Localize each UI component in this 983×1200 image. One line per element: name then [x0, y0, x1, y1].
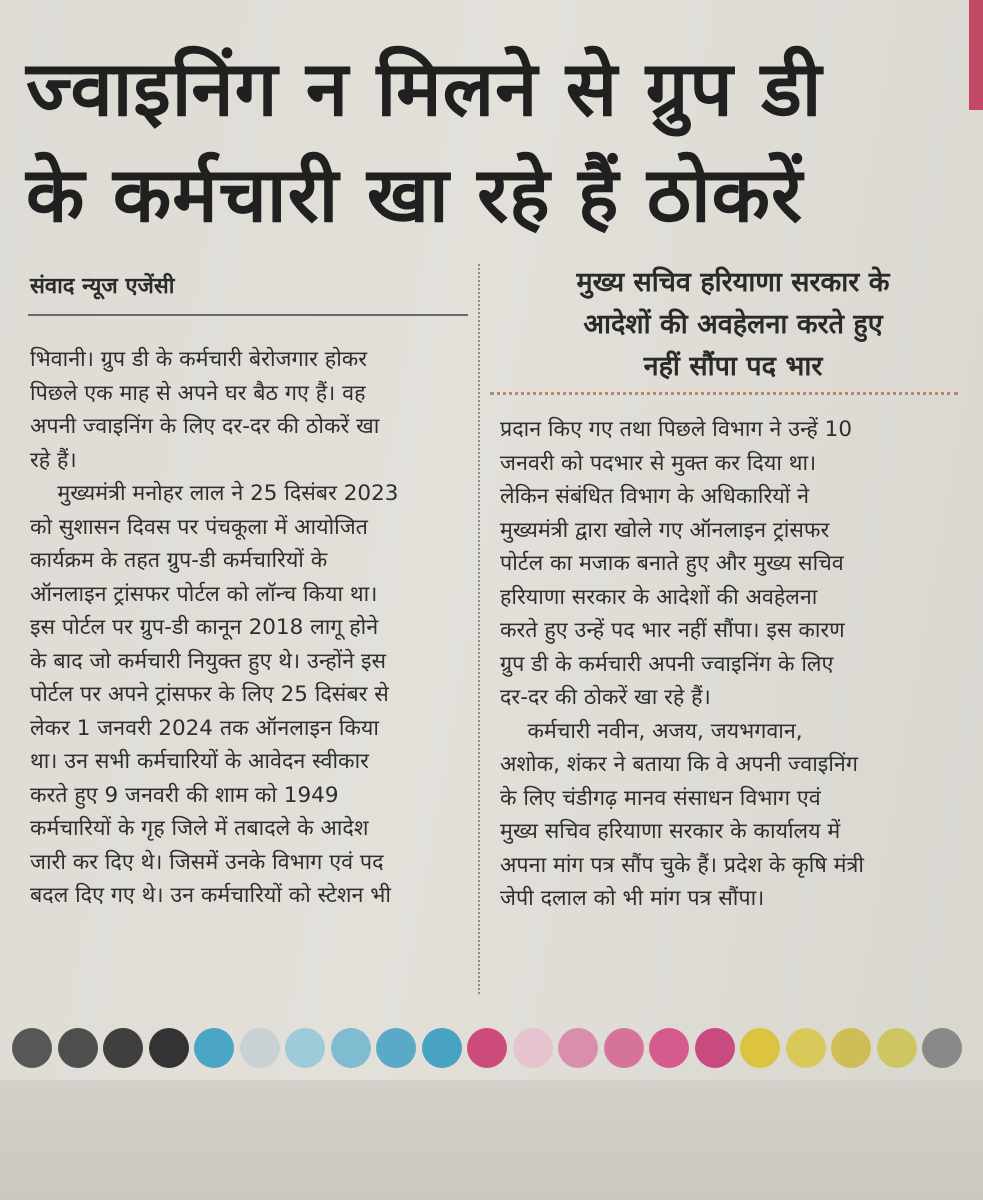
subheadline-line-3: नहीं सौंपा पद भार	[643, 351, 823, 382]
article-line: पिछले एक माह से अपने घर बैठ गए हैं। वह	[30, 380, 366, 406]
article-line: कर्मचारियों के गृह जिले में तबादले के आदेश	[30, 816, 369, 841]
registration-dot	[376, 1028, 416, 1068]
registration-dot	[649, 1028, 689, 1068]
article-line: करते हुए उन्हें पद भार नहीं सौंपा। इस कारण	[500, 618, 845, 643]
article-line: जारी कर दिए थे। जिसमें उनके विभाग एवं पद	[30, 849, 384, 875]
registration-dot	[12, 1028, 52, 1068]
subheadline	[508, 262, 958, 388]
article-line: दर-दर की ठोकरें खा रहे हैं।	[500, 685, 711, 710]
article-line: लेकिन संबंधित विभाग के अधिकारियों ने	[500, 484, 810, 509]
article-line: जनवरी को पदभार से मुक्त कर दिया था।	[500, 450, 817, 476]
registration-dot	[240, 1028, 280, 1068]
registration-dot	[740, 1028, 780, 1068]
article-line: बदल दिए गए थे। उन कर्मचारियों को स्टेशन भी	[30, 883, 391, 908]
registration-dot	[149, 1028, 189, 1068]
subheadline-line-2: आदेशों की अवहेलना करते हुए	[583, 309, 883, 340]
article-line: को सुशासन दिवस पर पंचकूला में आयोजित	[30, 514, 368, 540]
article-line: हरियाणा सरकार के आदेशों की अवहेलना	[500, 584, 818, 610]
subheadline-rule	[490, 392, 958, 395]
article-line: ग्रुप डी के कर्मचारी अपनी ज्वाइनिंग के लिए	[500, 651, 834, 677]
registration-dot	[285, 1028, 325, 1068]
article-line: पोर्टल का मजाक बनाते हुए और मुख्य सचिव	[500, 551, 844, 576]
article-line: कार्यक्रम के तहत ग्रुप-डी कर्मचारियों के	[30, 548, 328, 573]
column-divider	[478, 264, 480, 994]
article-line: इस पोर्टल पर ग्रुप-डी कानून 2018 लागू होने	[30, 615, 379, 640]
article-line: अपना मांग पत्र सौंप चुके हैं। प्रदेश के कृषि मंत्री	[500, 852, 864, 878]
article-column-right	[500, 413, 940, 916]
print-registration-dots	[0, 1024, 983, 1074]
article-column-left	[30, 343, 466, 913]
article-line: जेपी दलाल को भी मांग पत्र सौंपा।	[500, 886, 765, 911]
byline: संवाद न्यूज एजेंसी	[30, 274, 175, 299]
subheadline-line-1: मुख्य सचिव हरियाणा सरकार के	[576, 267, 890, 298]
registration-dot	[558, 1028, 598, 1068]
article-line: अपनी ज्वाइनिंग के लिए दर-दर की ठोकरें खा	[30, 414, 380, 439]
article-line: ऑनलाइन ट्रांसफर पोर्टल को लॉन्च किया था।	[30, 581, 378, 607]
registration-dot	[831, 1028, 871, 1068]
registration-dot	[58, 1028, 98, 1068]
article-line: मुख्यमंत्री द्वारा खोले गए ऑनलाइन ट्रांसफर	[500, 517, 830, 543]
article-line: करते हुए 9 जनवरी की शाम को 1949	[30, 782, 339, 808]
article-line: भिवानी। ग्रुप डी के कर्मचारी बेरोजगार होकर	[30, 347, 368, 372]
registration-dot	[604, 1028, 644, 1068]
registration-dot	[695, 1028, 735, 1068]
registration-dot	[877, 1028, 917, 1068]
article-line: के बाद जो कर्मचारी नियुक्त हुए थे। उन्होंने इस	[30, 648, 387, 674]
registration-dot	[467, 1028, 507, 1068]
headline	[26, 36, 956, 248]
registration-dot	[513, 1028, 553, 1068]
article-line: पोर्टल पर अपने ट्रांसफर के लिए 25 दिसंबर से	[30, 682, 389, 707]
registration-dot	[786, 1028, 826, 1068]
article-line: रहे हैं।	[30, 447, 77, 473]
article-line: अशोक, शंकर ने बताया कि वे अपनी ज्वाइनिंग	[500, 752, 858, 777]
article-line: था। उन सभी कर्मचारियों के आवेदन स्वीकार	[30, 749, 369, 774]
article-line: मुख्यमंत्री मनोहर लाल ने 25 दिसंबर 2023	[30, 481, 399, 506]
article-line: प्रदान किए गए तथा पिछले विभाग ने उन्हें 10	[500, 417, 853, 442]
page-bottom-margin	[0, 1080, 983, 1200]
registration-dot	[103, 1028, 143, 1068]
registration-dot	[331, 1028, 371, 1068]
headline-line-1: ज्वाइनिंग न मिलने से ग्रुप डी	[26, 44, 823, 133]
byline-rule	[28, 314, 468, 316]
headline-line-2: के कर्मचारी खा रहे हैं ठोकरें	[26, 150, 804, 239]
article-line: के लिए चंडीगढ़ मानव संसाधन विभाग एवं	[500, 785, 821, 811]
page-edge-color-strip	[969, 0, 983, 110]
article-line: लेकर 1 जनवरी 2024 तक ऑनलाइन किया	[30, 715, 379, 741]
article-line: मुख्य सचिव हरियाणा सरकार के कार्यालय में	[500, 819, 841, 844]
registration-dot	[422, 1028, 462, 1068]
registration-dot	[194, 1028, 234, 1068]
registration-dot	[922, 1028, 962, 1068]
article-line: कर्मचारी नवीन, अजय, जयभगवान,	[500, 718, 803, 744]
